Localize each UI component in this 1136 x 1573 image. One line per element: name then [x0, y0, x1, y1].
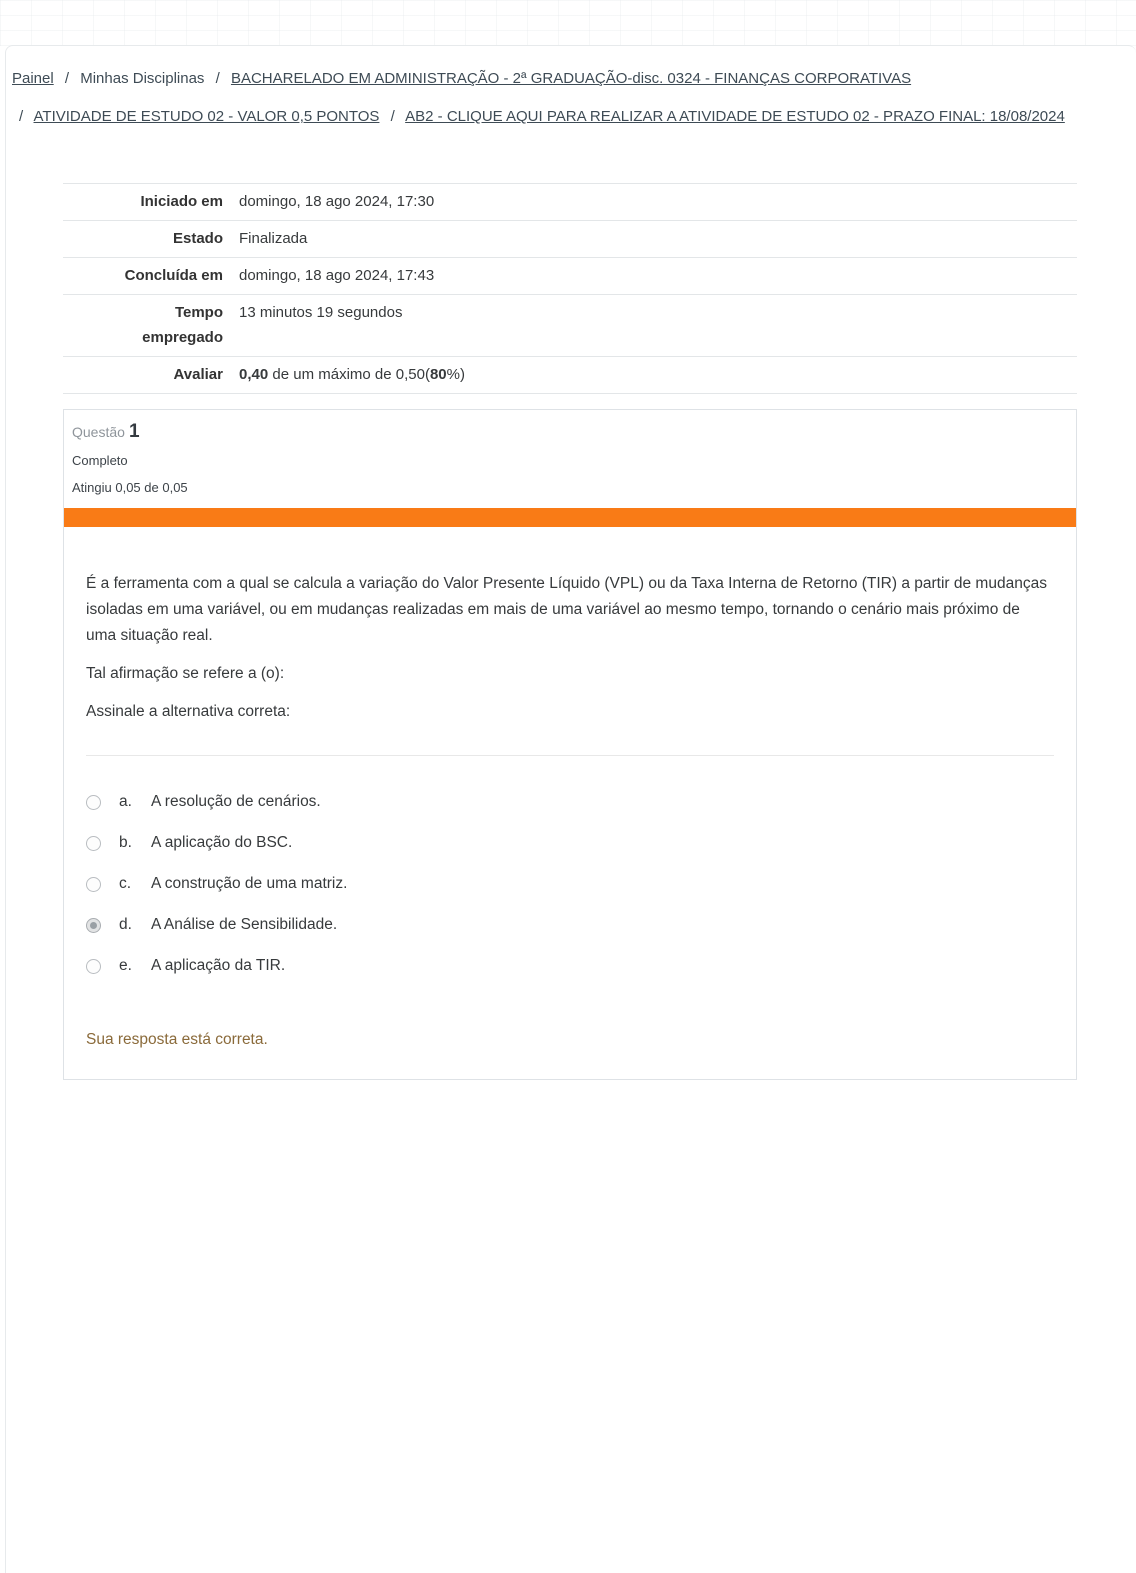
breadcrumb-link-ab2[interactable]: AB2 - CLIQUE AQUI PARA REALIZAR A ATIVIDADE DE ESTUDO 02 - PRAZO FINAL: 18/08/2024 [405, 108, 1065, 125]
option-letter: b. [119, 834, 132, 851]
question-statement: É a ferramenta com a qual se calcula a variação do Valor Presente Líquido (VPL) ou da Taxa Interna de Retorno (TIR) a partir de mudanças isoladas em uma variável, ou em mudanças realizadas em mais de uma variável ao mesmo tempo, tornando o cenário mais próximo de uma situação real. [86, 575, 1047, 644]
summary-value-avaliar: 0,40 de um máximo de 0,50(80%) [239, 366, 465, 383]
table-row [63, 295, 1077, 357]
radio-option-e[interactable] [86, 959, 101, 974]
answer-divider [86, 755, 1054, 756]
option-row-c [86, 875, 1054, 893]
table-row [63, 258, 1077, 295]
summary-label-concluida-em: Concluída em [124, 267, 223, 284]
question-grade: Atingiu 0,05 de 0,05 [72, 480, 188, 495]
breadcrumb-separator: / [64, 70, 70, 87]
option-letter: d. [119, 916, 132, 933]
question-number-line [72, 421, 1066, 443]
option-letter: e. [119, 957, 132, 974]
option-text: A aplicação da TIR. [151, 957, 286, 974]
question-instruction: Assinale a alternativa correta: [86, 703, 291, 720]
page-card [5, 45, 1136, 1573]
summary-value-estado: Finalizada [239, 230, 308, 247]
radio-option-d[interactable] [86, 918, 101, 933]
question-number-label: Questão [72, 424, 125, 440]
table-row [63, 357, 1077, 394]
breadcrumb [6, 58, 1136, 136]
grade-percent: 80 [429, 366, 447, 383]
breadcrumb-link-painel[interactable]: Painel [12, 70, 54, 87]
question-accent-bar [64, 508, 1076, 527]
question-info [64, 410, 1076, 508]
question-content [64, 527, 1076, 1079]
radio-option-c[interactable] [86, 877, 101, 892]
option-text: A aplicação do BSC. [151, 834, 293, 851]
question-card [63, 409, 1077, 1080]
grade-value: 0,40 [239, 366, 269, 383]
radio-option-a[interactable] [86, 795, 101, 810]
option-text: A resolução de cenários. [151, 793, 321, 810]
question-number: 1 [128, 421, 140, 442]
option-text: A construção de uma matriz. [151, 875, 348, 892]
background-spreadsheet-grid [0, 0, 1136, 46]
breadcrumb-separator: / [215, 70, 220, 87]
summary-value-tempo-empregado: 13 minutos 19 segundos [239, 304, 403, 321]
question-state: Completo [72, 453, 128, 468]
breadcrumb-separator: / [19, 108, 24, 125]
question-text [86, 571, 1054, 725]
answer-options [86, 793, 1054, 975]
summary-label-tempo-empregado: Tempo empregado [142, 304, 223, 346]
option-row-d [86, 916, 1054, 934]
table-row [63, 221, 1077, 258]
radio-option-b[interactable] [86, 836, 101, 851]
breadcrumb-link-atividade[interactable]: ATIVIDADE DE ESTUDO 02 - VALOR 0,5 PONTOS [33, 108, 380, 125]
question-prompt: Tal afirmação se refere a (o): [86, 665, 285, 682]
summary-label-avaliar: Avaliar [173, 366, 223, 383]
option-row-b [86, 834, 1054, 852]
breadcrumb-link-minhas-disciplinas[interactable]: Minhas Disciplinas [80, 70, 205, 87]
option-row-e [86, 957, 1054, 975]
summary-label-estado: Estado [172, 230, 223, 247]
attempt-summary-table [63, 183, 1077, 394]
breadcrumb-link-course[interactable]: BACHARELADO EM ADMINISTRAÇÃO - 2ª GRADUAÇÃO-disc. 0324 - FINANÇAS CORPORATIVAS [230, 70, 912, 87]
table-row [63, 184, 1077, 221]
option-letter: a. [119, 793, 132, 810]
summary-label-iniciado-em: Iniciado em [140, 193, 223, 210]
option-text: A Análise de Sensibilidade. [151, 916, 338, 933]
breadcrumb-separator: / [390, 108, 395, 125]
option-row-a [86, 793, 1054, 811]
summary-value-concluida-em: domingo, 18 ago 2024, 17:43 [239, 267, 435, 284]
option-letter: c. [119, 875, 132, 892]
summary-value-iniciado-em: domingo, 18 ago 2024, 17:30 [239, 193, 435, 210]
answer-feedback: Sua resposta está correta. [86, 1031, 268, 1048]
